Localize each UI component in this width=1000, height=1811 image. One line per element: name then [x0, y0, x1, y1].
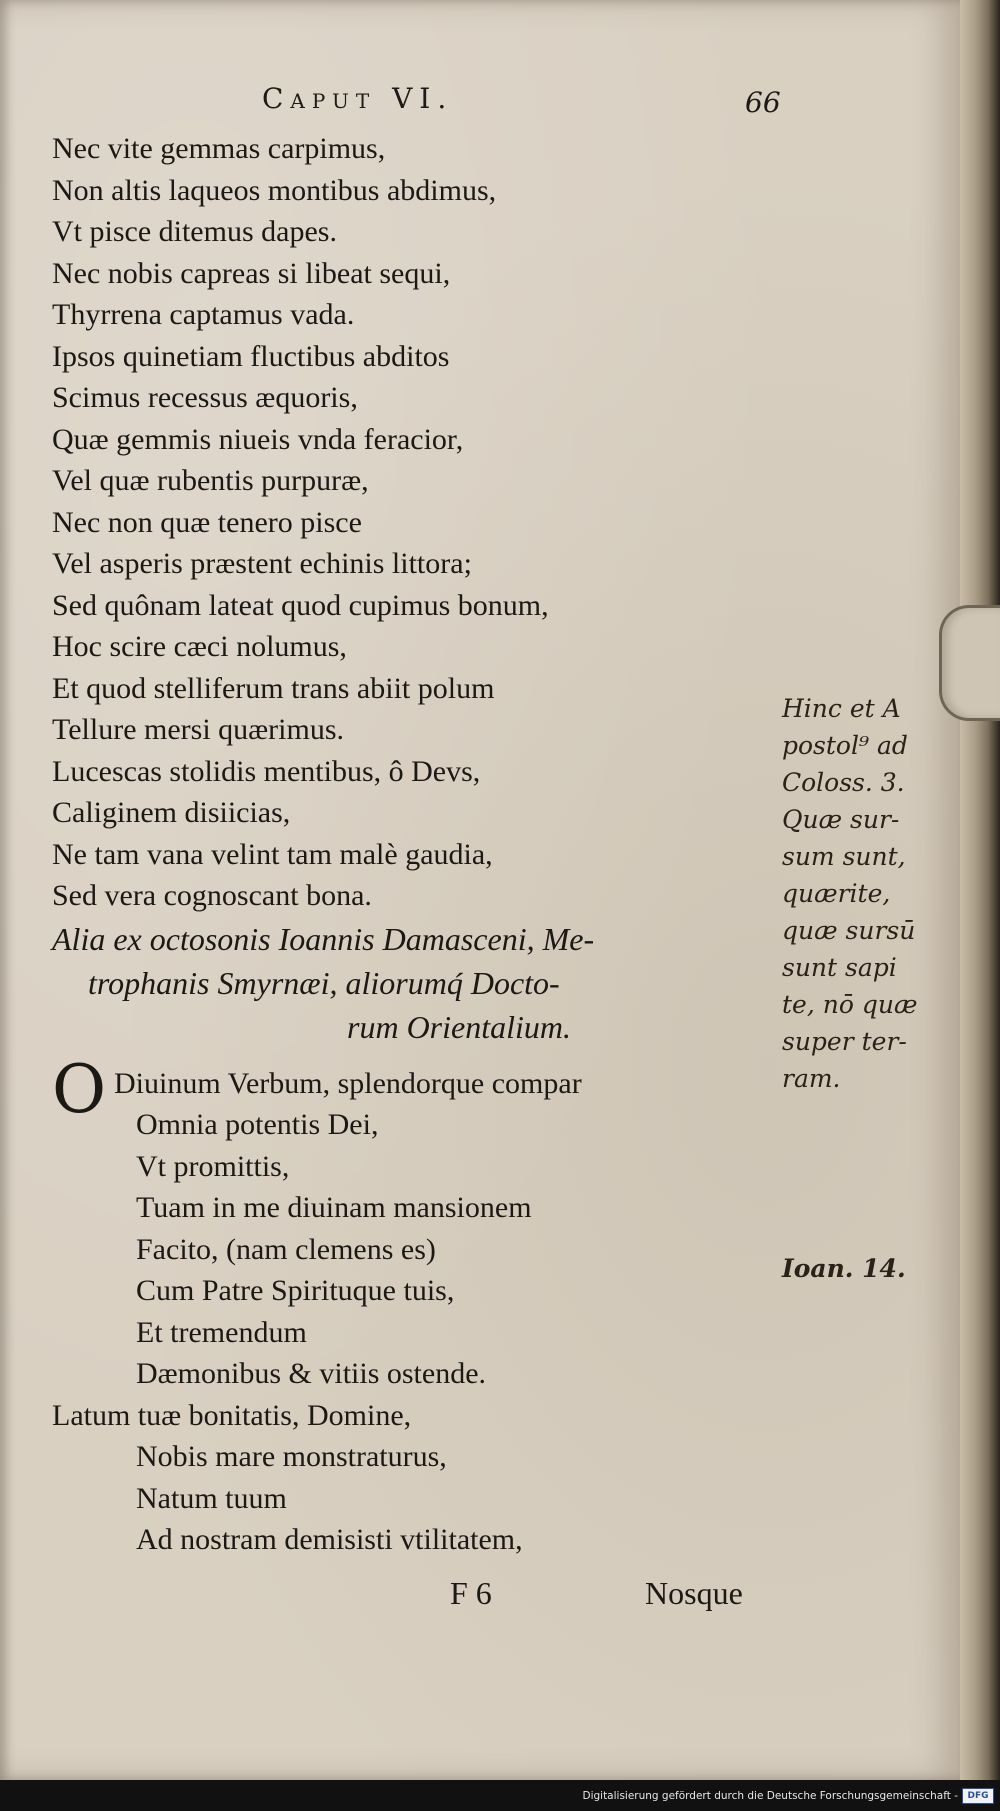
poem-line: Vel quæ rubentis purpuræ, — [52, 464, 369, 497]
page-foot — [0, 1575, 960, 1625]
poem-line: Thyrrena captamus vada. — [52, 298, 355, 331]
hymn-line: Vt promittis, — [136, 1149, 290, 1183]
handwritten-margin-notes — [782, 690, 952, 1283]
dfg-logo-icon: DFG — [962, 1788, 994, 1804]
hymn-line: Nobis mare monstraturus, — [136, 1440, 447, 1473]
credit-bar — [0, 1780, 1000, 1811]
margin-note-line: Hinc et A — [782, 694, 901, 723]
section-heading-line-2: trophanis Smyrnæi, aliorumq́ Docto- — [88, 964, 560, 1001]
hymn-line: Ad nostram demisisti vtilitatem, — [136, 1523, 523, 1556]
margin-note-line: super ter- — [782, 1027, 907, 1056]
signature-mark: F 6 — [450, 1575, 492, 1611]
poem-line: Non altis laqueos montibus abdimus, — [52, 173, 497, 207]
hymn-line: Facito, (nam clemens es) — [136, 1232, 436, 1266]
hymn-line: Natum tuum — [136, 1481, 287, 1515]
margin-note-line: ram. — [782, 1064, 841, 1093]
poem-line: Nec vite gemmas carpimus, — [52, 132, 386, 165]
page-number: 66 — [745, 86, 781, 119]
poem-line: Ne tam vana velint tam malè gaudia, — [52, 837, 493, 871]
drop-capital: O — [52, 1050, 107, 1128]
hymn-line: Diuinum Verbum, splendorque compar — [114, 1066, 582, 1100]
poem-line: Vel asperis præstent echinis littora; — [52, 547, 472, 580]
margin-note-line: quærite, — [782, 879, 891, 908]
poem-line: Ipsos quinetiam fluctibus abditos — [52, 339, 450, 373]
poem-line: Et quod stelliferum trans abiit polum — [52, 671, 495, 705]
running-head: Caput VI. — [262, 82, 454, 115]
margin-note-line: te, nō quæ — [782, 990, 918, 1019]
poem-line: Hoc scire cæci nolumus, — [52, 630, 347, 663]
hymn-block — [52, 1050, 772, 1561]
poem-line: Nec non quæ tenero pisce — [52, 505, 362, 539]
margin-note-line: quæ sursū — [782, 916, 916, 945]
poem-line: Vt pisce ditemus dapes. — [52, 215, 337, 248]
poem-line: Scimus recessus æquoris, — [52, 381, 358, 414]
hymn-line: Omnia potentis Dei, — [136, 1108, 379, 1141]
hymn-line: Dæmonibus & vitiis ostende. — [136, 1357, 487, 1390]
bookmark-tab — [939, 605, 1000, 721]
poem-line: Tellure mersi quærimus. — [52, 713, 345, 746]
poem-line: Quæ gemmis niueis vnda feracior, — [52, 422, 464, 456]
catchword: Nosque — [645, 1575, 743, 1611]
poem-line: Lucescas stolidis mentibus, ô Devs, — [52, 754, 481, 788]
margin-note-line: Quæ sur- — [782, 805, 900, 834]
hymn-line: Et tremendum — [136, 1315, 307, 1349]
poem-line: Caliginem disiicias, — [52, 796, 291, 829]
hymn-line: Latum tuæ bonitatis, Domine, — [52, 1398, 412, 1432]
margin-note-line: sum sunt, — [782, 842, 906, 871]
poem-line: Sed quônam lateat quod cupimus bonum, — [52, 588, 549, 622]
poem-line: Sed vera cognoscant bona. — [52, 879, 372, 912]
section-heading-line-3: rum Orientalium. — [347, 1008, 571, 1045]
credit-text: Digitalisierung gefördert durch die Deutsche Forschungsgemeinschaft - — [582, 1790, 958, 1802]
main-text-column — [52, 128, 772, 1561]
poem-line: Nec nobis capreas si libeat sequi, — [52, 256, 451, 290]
margin-note-line: Coloss. 3. — [782, 768, 905, 797]
hymn-line: Cum Patre Spirituque tuis, — [136, 1274, 455, 1307]
section-heading-line-1: Alia ex octosonis Ioannis Damasceni, Me- — [52, 920, 595, 957]
hymn-line: Tuam in me diuinam mansionem — [136, 1191, 532, 1224]
margin-reference: Ioan. 14. — [782, 1254, 906, 1283]
page-header — [0, 82, 960, 122]
margin-note-line: sunt sapi — [782, 953, 897, 982]
book-page-edge — [960, 0, 1000, 1780]
margin-note-line: postol⁹ ad — [782, 731, 908, 760]
